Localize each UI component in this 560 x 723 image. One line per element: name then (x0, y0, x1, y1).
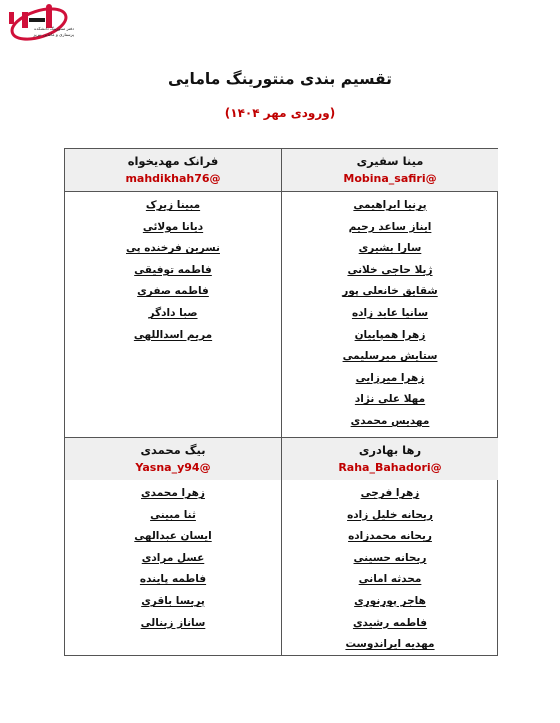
logo-text (22, 26, 74, 37)
mentor-header (65, 438, 281, 480)
mentor-name: بیگ محمدی (140, 443, 206, 457)
student-list (65, 192, 281, 346)
list-item: مریم اسداللهی (133, 328, 213, 341)
list-item: زهرا همپاییان (354, 328, 426, 341)
list-item: ثنا مبینی (150, 508, 196, 521)
mentor-handle[interactable]: @Raha_Bahadori (338, 461, 442, 474)
list-item: سارا بشیری (358, 242, 422, 255)
list-item: ایناز ساعد رحیم (348, 220, 432, 233)
logo-line-2: پرستاری و مامایی تبریز (33, 31, 74, 37)
mentor-handle[interactable]: @Mobina_safiri (343, 172, 437, 185)
list-item: فاطمه توفیقی (134, 263, 212, 276)
mentoring-table (64, 148, 498, 656)
list-item: صبا دادگر (148, 306, 198, 319)
list-item: فاطمه پاینده (139, 573, 207, 586)
logo-line-1: دفتر منتورینگ دانشکده (34, 26, 74, 31)
mentor-header (65, 149, 281, 191)
list-item: ریحانه حسینی (353, 551, 427, 564)
list-item: مهلا علی نژاد (354, 393, 426, 406)
list-item: فاطمه صفری (137, 285, 209, 298)
student-list (65, 480, 281, 634)
mentor-name: رها بهادری (358, 443, 422, 457)
page-subtitle: (ورودی مهر ۱۴۰۴) (224, 106, 336, 120)
mentor-handle[interactable]: @mahdikhah76 (125, 172, 221, 185)
page-title: تقسیم بندی منتورینگ مامایی (168, 70, 392, 88)
list-item: ستایش میرسلیمی (342, 350, 438, 363)
mentor-header (282, 438, 498, 480)
list-item: نسرین فرخنده پی (126, 242, 220, 255)
list-item: شقایق خانعلی پور (342, 285, 438, 298)
list-item: پریسا باقری (141, 594, 205, 607)
list-item: سانیا عابد زاده (351, 306, 429, 319)
list-item: مهدیس محمدی (350, 414, 430, 427)
list-item: مبینا زیرک (145, 199, 201, 211)
list-item: مهدیه ایراندوست (345, 638, 435, 651)
list-item: عسل مرادی (141, 551, 205, 564)
list-item: دیانا مولائی (142, 220, 204, 233)
list-item: پرنیا ابراهیمی (353, 199, 427, 211)
list-item: ریحانه خلیل زاده (347, 508, 433, 521)
list-item: ریحانه محمدزاده (348, 530, 432, 543)
list-item: ژیلا حاجی خلانی (347, 263, 433, 276)
list-item: ایسان عبدالهی (134, 530, 212, 543)
list-item: زهرا فرجی (360, 487, 420, 499)
student-list (282, 480, 498, 656)
list-item: زهرا محمدی (141, 487, 205, 499)
mentor-header (282, 149, 498, 191)
mentor-handle[interactable]: @Yasna_y94 (135, 461, 211, 474)
list-item: محدثه امانی (358, 573, 422, 586)
list-item: ساناز زینالی (140, 616, 206, 629)
student-list (282, 192, 498, 433)
list-item: فاطمه رشیدی (352, 616, 428, 629)
list-item: زهرا میرزایی (355, 371, 425, 384)
list-item: هاجر پورنوری (354, 594, 426, 607)
mentor-name: مینا سفیری (356, 154, 424, 168)
mentor-name: فرانک مهدیخواه (127, 154, 219, 168)
